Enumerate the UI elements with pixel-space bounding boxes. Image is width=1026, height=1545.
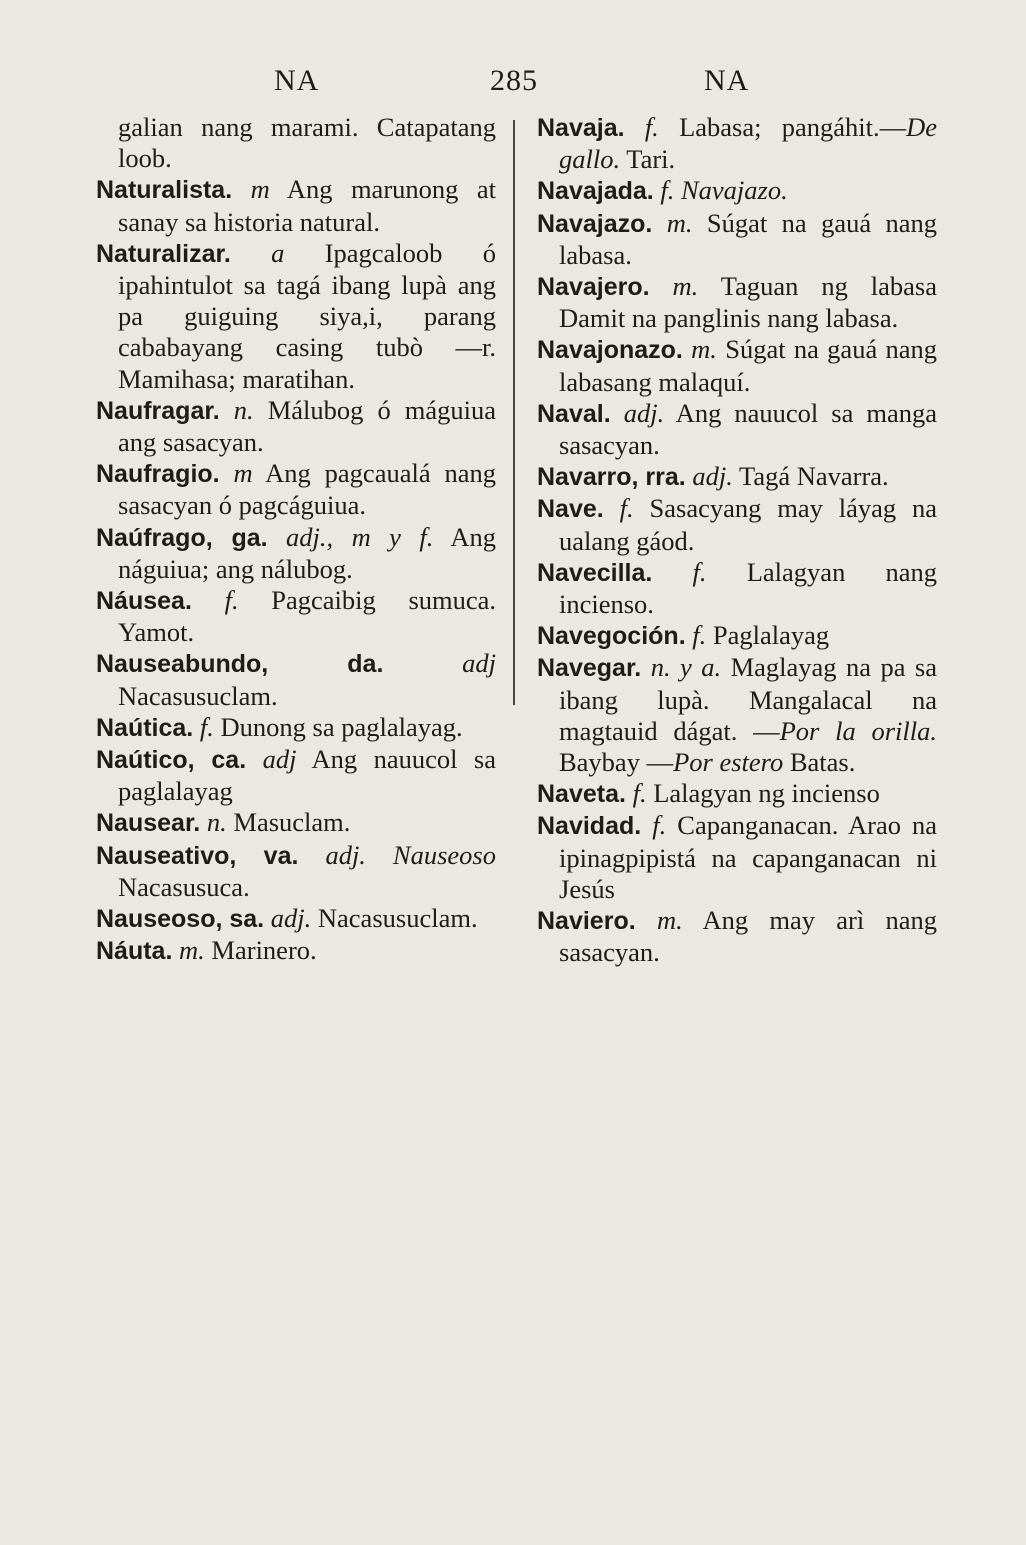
dictionary-entry (537, 620, 937, 652)
entry-subentry: De gallo. (559, 112, 937, 175)
dictionary-entry (537, 493, 937, 556)
entry-grammar-label: f. (199, 711, 214, 742)
page-number: 285 (490, 64, 538, 97)
entry-definition: Sasacyang may láyag na ualang gáod. (559, 493, 938, 556)
dictionary-entry (96, 935, 496, 967)
entry-definition: Dunong sa paglalayag. (220, 711, 463, 742)
entry-definition: Ang nauucol sa paglalayag (118, 744, 496, 807)
entry-headword: Naval. (537, 399, 611, 428)
entry-definition: Ang náguiua; ang nálubog. (118, 521, 497, 584)
dictionary-entry (537, 905, 937, 968)
column-divider (513, 120, 515, 705)
entry-definition: Capanganacan. Arao na ipinagpipistá na capanganacan ni Jesús (559, 810, 938, 904)
dictionary-entry (537, 778, 937, 810)
dictionary-entry (96, 807, 496, 839)
entry-grammar-label: f. Navajazo. (660, 175, 788, 206)
entry-grammar-label: f. (224, 585, 239, 616)
entry-headword: Navaja. (537, 114, 625, 142)
entry-grammar-label: adj (462, 648, 496, 679)
entry-headword: Nauseoso, sa. (96, 905, 265, 934)
entry-headword: Navarro, rra. (537, 463, 686, 492)
dictionary-entry (96, 840, 496, 903)
entry-definition: Marinero. (211, 935, 317, 966)
entry-headword: Naturalizar. (96, 239, 231, 268)
page-header (0, 64, 1026, 104)
entry-definition: Ang pagcaualá nang sasacyan ó pagcáguiua. (118, 458, 497, 521)
entry-grammar-label: f. (632, 778, 647, 809)
entry-headword: Navecilla. (537, 558, 653, 587)
entry-grammar-label: n. (233, 394, 254, 425)
entry-subentry-definition: Baybay — (559, 747, 674, 778)
entry-headword: Nave. (537, 495, 604, 524)
entry-headword: Naútico, ca. (96, 746, 247, 775)
entry-grammar-label: n. y a. (650, 652, 722, 683)
entry-headword: Naufragio. (96, 460, 220, 489)
dictionary-entry (96, 238, 496, 395)
dictionary-entry (537, 652, 937, 778)
left-column (96, 112, 496, 967)
dictionary-entry (96, 522, 496, 585)
entry-grammar-label: m. (691, 334, 717, 365)
entry-grammar-label: adj. (623, 397, 665, 428)
dictionary-entry (537, 557, 937, 620)
entry-grammar-label: m. (656, 905, 683, 936)
entry-grammar-label: m. (666, 207, 693, 238)
entry-headword: Náuta. (96, 937, 173, 966)
entry-definition: Súgat na gauá nang labasa. (559, 207, 938, 270)
entry-headword: Naviero. (537, 907, 636, 936)
entry-definition: Súgat na gauá nang labasang malaquí. (559, 334, 938, 397)
entry-headword: Navajada. (537, 177, 654, 206)
dictionary-entry (96, 903, 496, 935)
entry-headword: Navajonazo. (537, 336, 683, 365)
dictionary-entry (96, 744, 496, 807)
dictionary-entry (537, 810, 937, 905)
entry-grammar-label: m. (672, 271, 699, 302)
entry-headword: Naútica. (96, 713, 194, 742)
dictionary-entry (537, 461, 937, 493)
entry-subentry: Por la orilla. (779, 715, 938, 746)
entry-grammar-label: m. (179, 935, 205, 966)
entry-definition: Pagcaibig sumuca. Yamot. (118, 585, 497, 648)
entry-grammar-label: adj (262, 744, 297, 775)
entry-grammar-label: f. (692, 620, 707, 651)
entry-definition: Lalagyan nang incienso. (559, 556, 938, 620)
entry-definition: Labasa; pangáhit.— (679, 112, 907, 142)
entry-grammar-label: adj. (270, 903, 312, 934)
dictionary-entry (537, 112, 937, 175)
header-left-guide-word: NA (274, 64, 320, 97)
dictionary-entry (96, 174, 496, 237)
entry-definition: Ang nauucol sa manga sasacyan. (559, 397, 937, 461)
entry-definition: Masuclam. (233, 807, 351, 838)
entry-grammar-label: n. (206, 807, 227, 838)
entry-headword: Nauseativo, va. (96, 841, 299, 870)
entry-headword: Navidad. (537, 812, 642, 841)
entry-headword: Naveta. (537, 780, 626, 809)
right-column (537, 112, 937, 968)
entry-definition: Lalagyan ng incienso (653, 778, 880, 809)
entry-subentry: Por estero (673, 747, 784, 778)
entry-headword: Naufragar. (96, 396, 220, 425)
entry-grammar-label: adj. (692, 461, 733, 492)
entry-definition: Maglayag na pa sa ibang lupà. Mangalacal na magtauid dágat. — (559, 652, 937, 746)
entry-headword: Navajero. (537, 273, 650, 302)
entry-headword: Náusea. (96, 587, 192, 616)
dictionary-entry (96, 585, 496, 648)
entry-subentry-definition: Batas. (783, 747, 856, 778)
entry-grammar-label: a (271, 237, 285, 268)
entry-grammar-label: f. (644, 112, 659, 142)
entry-headword: Naúfrago, ga. (96, 523, 268, 552)
entry-definition: Málubog ó máguiua ang sasacyan. (118, 394, 497, 458)
dictionary-entry (537, 271, 937, 334)
entry-grammar-label: adj. Nauseoso (325, 839, 496, 870)
entry-headword: Navegar. (537, 654, 642, 683)
entry-grammar-label: f. (692, 556, 707, 587)
entry-definition: Ipagcaloob ó ipahintulot sa tagá ibang lupà ang pa guiguing siya,i, parang cababayang casing tubò —r. Mamihasa; maratihan. (118, 237, 496, 394)
dictionary-entry (537, 334, 937, 397)
header-right-guide-word: NA (704, 64, 750, 97)
dictionary-entry (96, 112, 496, 174)
entry-grammar-label: m (233, 458, 253, 489)
entry-headword: Nausear. (96, 809, 201, 838)
dictionary-entry (96, 395, 496, 458)
dictionary-entry (96, 648, 496, 711)
entry-subentry-definition: Tari. (620, 144, 676, 175)
entry-headword: Navajazo. (537, 209, 653, 238)
entry-headword: Naturalista. (96, 176, 233, 205)
entry-definition: Paglalayag (712, 620, 830, 651)
entry-headword: Nauseabundo, da. (96, 650, 384, 679)
entry-grammar-label: m (250, 174, 270, 205)
dictionary-entry (537, 175, 937, 207)
entry-headword: Navegoción. (537, 622, 686, 651)
dictionary-entry (537, 208, 937, 271)
entry-definition: Nacasusuclam. (317, 903, 478, 934)
dictionary-entry (537, 398, 937, 461)
entry-definition: Tagá Navarra. (738, 461, 889, 492)
entry-definition: Ang marunong at sanay sa historia natural. (118, 174, 497, 237)
entry-definition: galian nang marami. Catapatang loob. (118, 112, 496, 174)
entry-definition: Ang may arì nang sasacyan. (559, 905, 937, 968)
entry-grammar-label: f. (619, 493, 634, 524)
entry-definition: Nacasusuca. (118, 871, 250, 902)
dictionary-entry (96, 458, 496, 521)
entry-definition: Taguan ng labasa Damit na panglinis nang labasa. (559, 271, 937, 334)
dictionary-entry (96, 712, 496, 744)
entry-grammar-label: f. (652, 810, 667, 841)
entry-grammar-label: adj., m y f. (286, 521, 434, 552)
entry-definition: Nacasusuclam. (118, 680, 278, 711)
